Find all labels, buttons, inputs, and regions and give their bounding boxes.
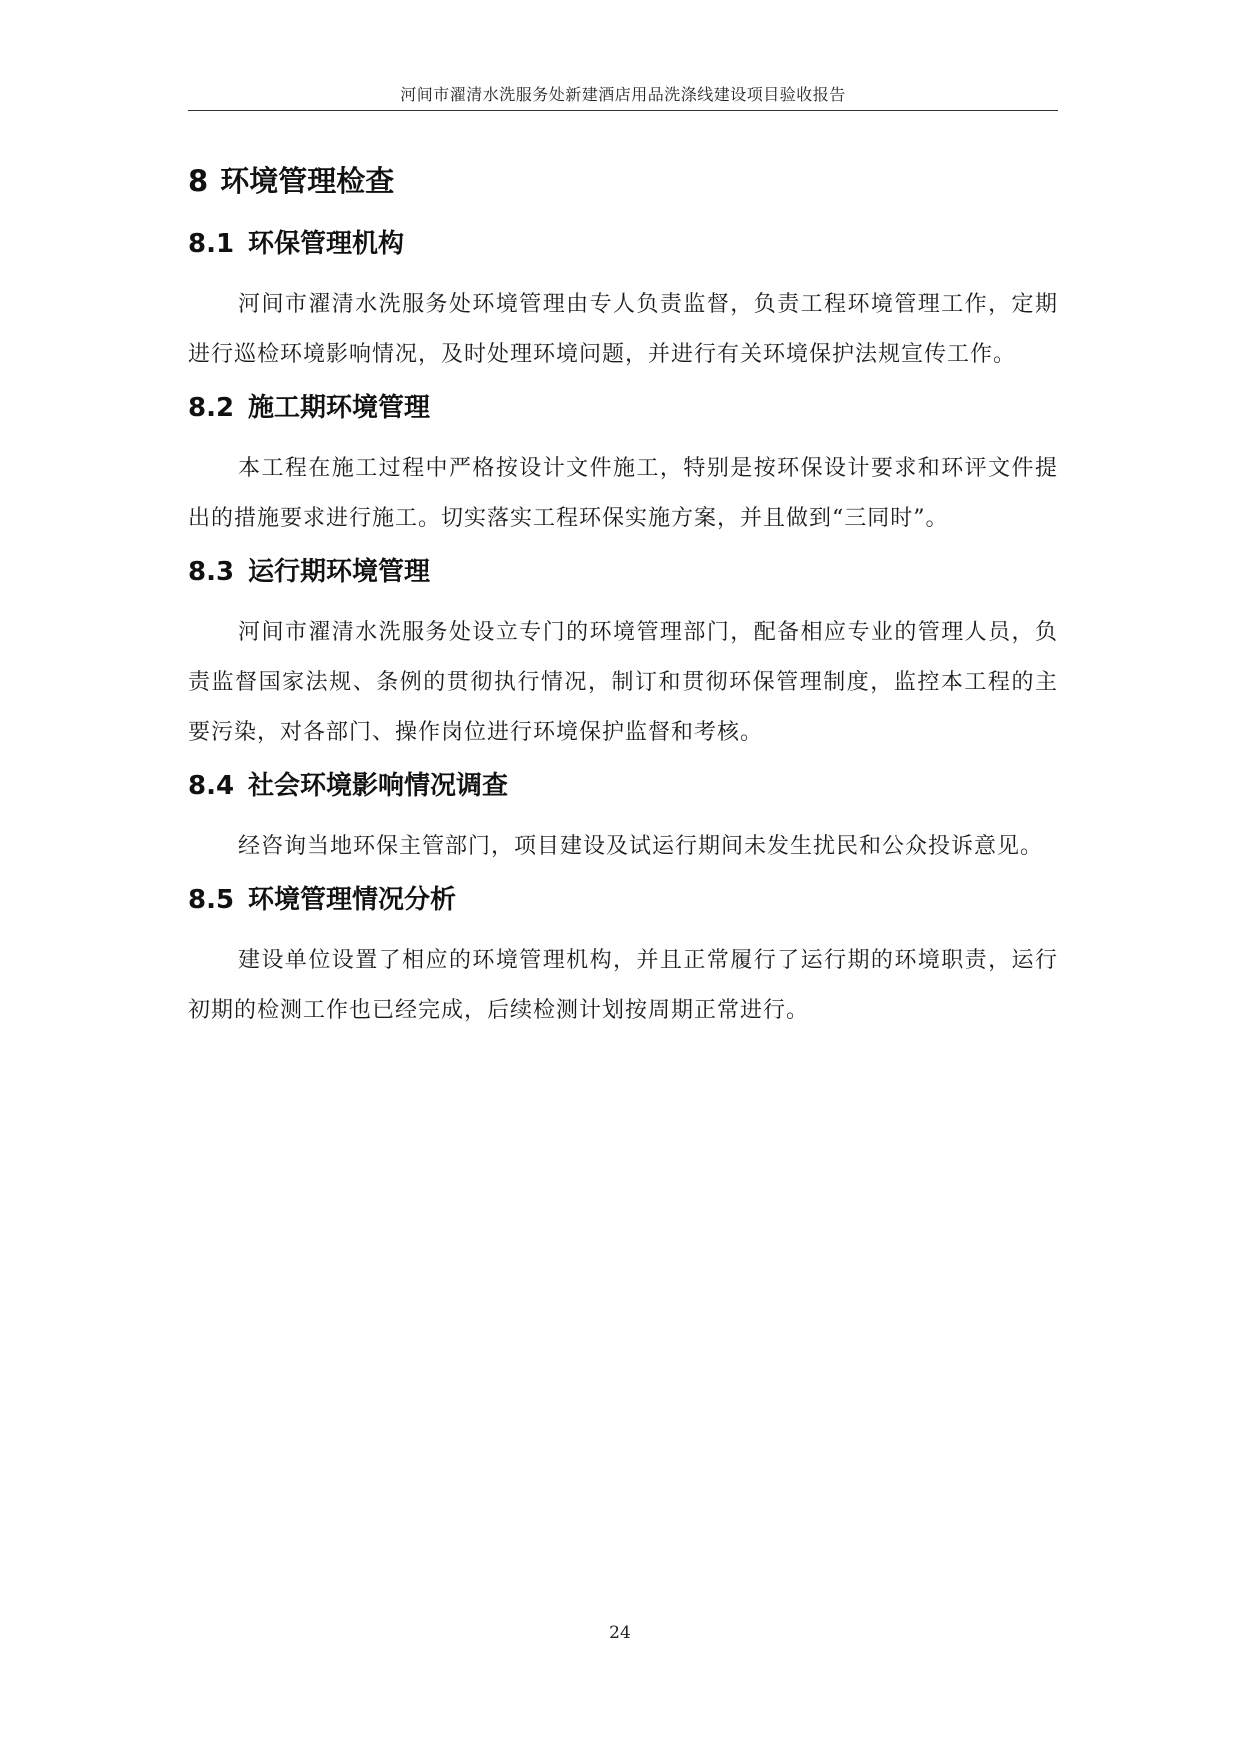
section-number: 8.4 bbox=[188, 771, 235, 801]
section-heading-8-2 bbox=[188, 388, 1058, 428]
chapter-title: 环境管理检查 bbox=[220, 164, 395, 198]
section-paragraph: 本工程在施工过程中严格按设计文件施工，特别是按环保设计要求和环评文件提出的措施要求进行施工。切实落实工程环保实施方案，并且做到“三同时”。 bbox=[188, 456, 1058, 531]
page-header: 河间市濯清水洗服务处新建酒店用品洗涤线建设项目验收报告 bbox=[400, 85, 846, 104]
section-paragraph: 建设单位设置了相应的环境管理机构，并且正常履行了运行期的环境职责，运行初期的检测工作也已经完成，后续检测计划按周期正常进行。 bbox=[188, 948, 1058, 1023]
section-heading-8-3 bbox=[188, 552, 1058, 592]
document-body bbox=[188, 160, 1058, 1044]
header-divider bbox=[188, 110, 1058, 111]
chapter-heading bbox=[188, 160, 1058, 202]
section-title: 环境管理情况分析 bbox=[248, 885, 457, 915]
page-number: 24 bbox=[609, 1623, 631, 1643]
section-paragraph: 经咨询当地环保主管部门，项目建设及试运行期间未发生扰民和公众投诉意见。 bbox=[238, 834, 1044, 859]
section-number: 8.1 bbox=[188, 229, 235, 259]
section-title: 社会环境影响情况调查 bbox=[248, 771, 509, 801]
chapter-number: 8 bbox=[188, 164, 209, 198]
section-number: 8.5 bbox=[188, 885, 235, 915]
section-number: 8.2 bbox=[188, 393, 235, 423]
section-title: 环保管理机构 bbox=[248, 229, 405, 259]
section-title: 施工期环境管理 bbox=[248, 393, 431, 423]
section-paragraph: 河间市濯清水洗服务处环境管理由专人负责监督，负责工程环境管理工作，定期进行巡检环境影响情况，及时处理环境问题，并进行有关环境保护法规宣传工作。 bbox=[188, 292, 1058, 367]
section-title: 运行期环境管理 bbox=[248, 557, 431, 587]
section-heading-8-5 bbox=[188, 880, 1058, 920]
section-heading-8-1 bbox=[188, 224, 1058, 264]
section-paragraph: 河间市濯清水洗服务处设立专门的环境管理部门，配备相应专业的管理人员，负责监督国家法规、条例的贯彻执行情况，制订和贯彻环保管理制度，监控本工程的主要污染，对各部门、操作岗位进行环境保护监督和考核。 bbox=[188, 620, 1058, 745]
section-number: 8.3 bbox=[188, 557, 235, 587]
section-heading-8-4 bbox=[188, 766, 1058, 806]
